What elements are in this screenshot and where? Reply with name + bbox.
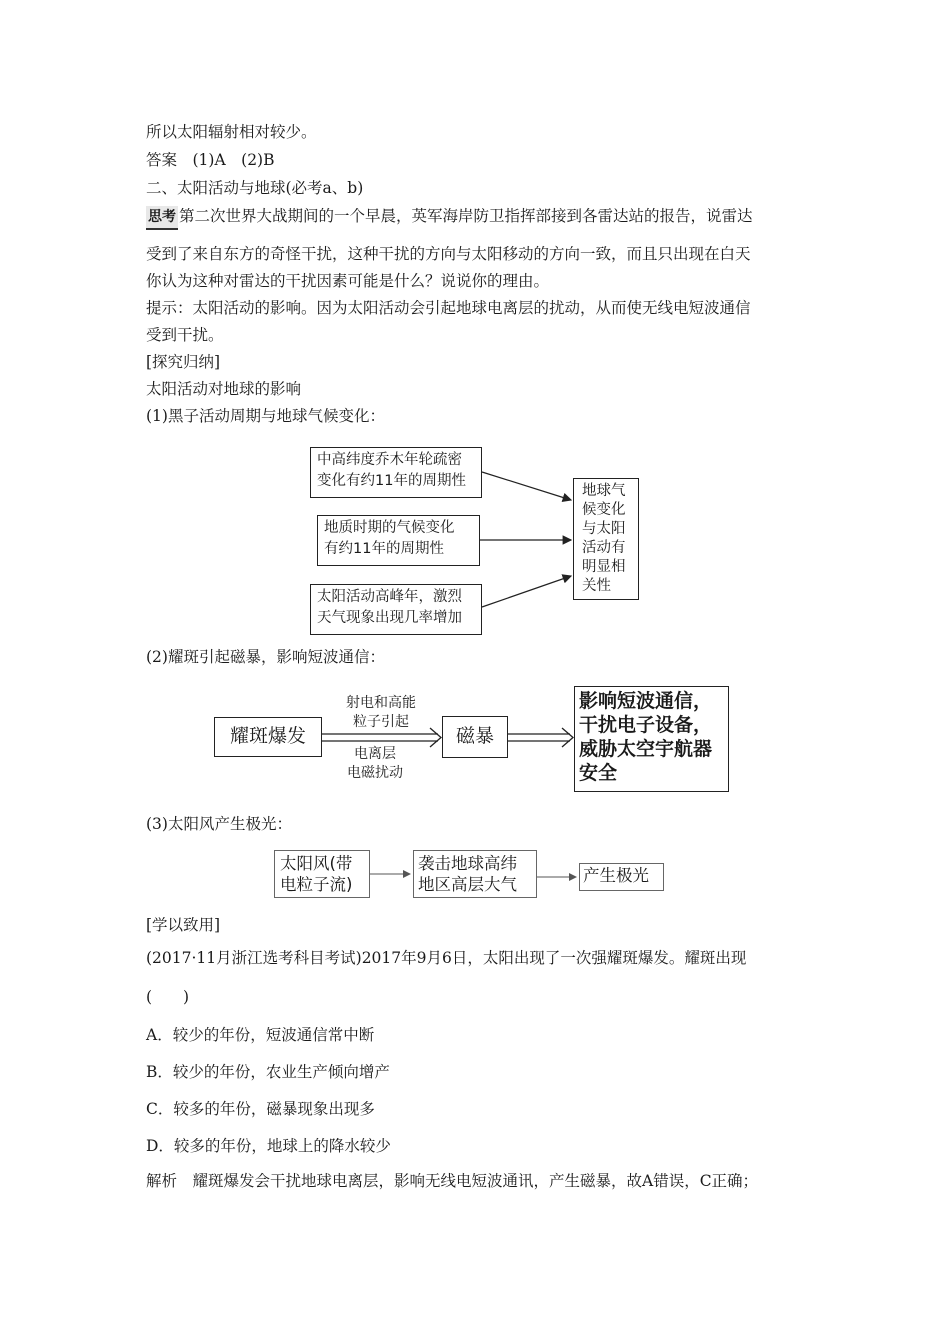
question-stem: (2017·11月浙江选考科目考试)2017年9月6日，太阳出现了一次强耀斑爆发。耀斑出现 [146,949,747,967]
box-text: 有约11年的周期性 [324,541,444,557]
think-text: 第二次世界大战期间的一个早晨，英军海岸防卫指挥部接到各雷达站的报告，说雷达 [179,207,753,225]
item-heading: (1)黑子活动周期与地球气候变化： [146,407,385,425]
box-text: 耀斑爆发 [229,725,306,747]
box-text: 天气现象出现几率增加 [317,610,462,626]
box-text: 候变化 [582,502,626,518]
item-heading: (3)太阳风产生极光： [146,815,292,833]
answer-blank: ( ) [146,988,190,1006]
item-heading: (2)耀斑引起磁暴，影响短波通信： [146,648,385,666]
subsection-heading: [探究归纳] [146,353,221,371]
box-text: 威胁太空宇航器 [579,738,713,760]
box-text: 地球气 [582,483,626,499]
box-text: 袭击地球高纬 [418,854,517,873]
box-text: 地区高层大气 [418,875,517,894]
explanation-line: 解析 耀斑爆发会干扰地球电离层，影响无线电短波通讯，产生磁暴，故A错误，C正确； [146,1172,759,1190]
box-text: 太阳活动高峰年，激烈 [317,589,462,605]
option-a: A．较少的年份，短波通信常中断 [146,1026,375,1044]
label-text: 电离层 [354,746,396,762]
option-c: C．较多的年份，磁暴现象出现多 [146,1100,375,1118]
box-text: 干扰电子设备， [579,714,713,736]
label-text: 电磁扰动 [347,765,403,781]
box-text: 与太阳 [582,521,626,537]
option-d: D．较多的年份，地球上的降水较少 [146,1137,391,1155]
box-text: 中高纬度乔木年轮疏密 [317,452,462,468]
box-text: 电粒子流) [280,875,353,894]
box-text: 磁暴 [455,725,494,747]
label-text: 粒子引起 [353,714,409,730]
arrow-line [482,472,571,500]
text-line: 受到干扰。 [146,326,224,344]
label-text: 射电和高能 [346,695,416,711]
section-heading: 二、太阳活动与地球(必考a、b) [146,179,364,197]
box-text: 地质时期的气候变化 [324,520,455,536]
box-text: 明显相 [582,559,626,575]
answer-line: 答案 (1)A (2)B [146,151,275,169]
box-text: 影响短波通信， [579,690,713,712]
box-text: 关性 [582,578,611,594]
box-text: 产生极光 [583,866,649,885]
box-text: 变化有约11年的周期性 [317,473,466,489]
box-text: 太阳风(带 [280,854,353,873]
text-line: 你认为这种对雷达的干扰因素可能是什么？说说你的理由。 [146,272,550,290]
think-badge: 思考 [146,206,178,230]
arrow-line [482,576,571,607]
arrow-head [430,728,441,747]
text-line: 所以太阳辐射相对较少。 [146,123,317,141]
text-line: 受到了来自东方的奇怪干扰，这种干扰的方向与太阳移动的方向一致，而且只出现在白天 [146,245,751,263]
text-line: 太阳活动对地球的影响 [146,380,302,398]
arrow-head [562,728,573,747]
hint-line: 提示：太阳活动的影响。因为太阳活动会引起地球电离层的扰动，从而使无线电短波通信 [146,299,751,317]
box-text: 活动有 [582,540,626,556]
box-text: 安全 [579,762,618,784]
option-b: B．较少的年份，农业生产倾向增产 [146,1063,390,1081]
subsection-heading: [学以致用] [146,916,221,934]
